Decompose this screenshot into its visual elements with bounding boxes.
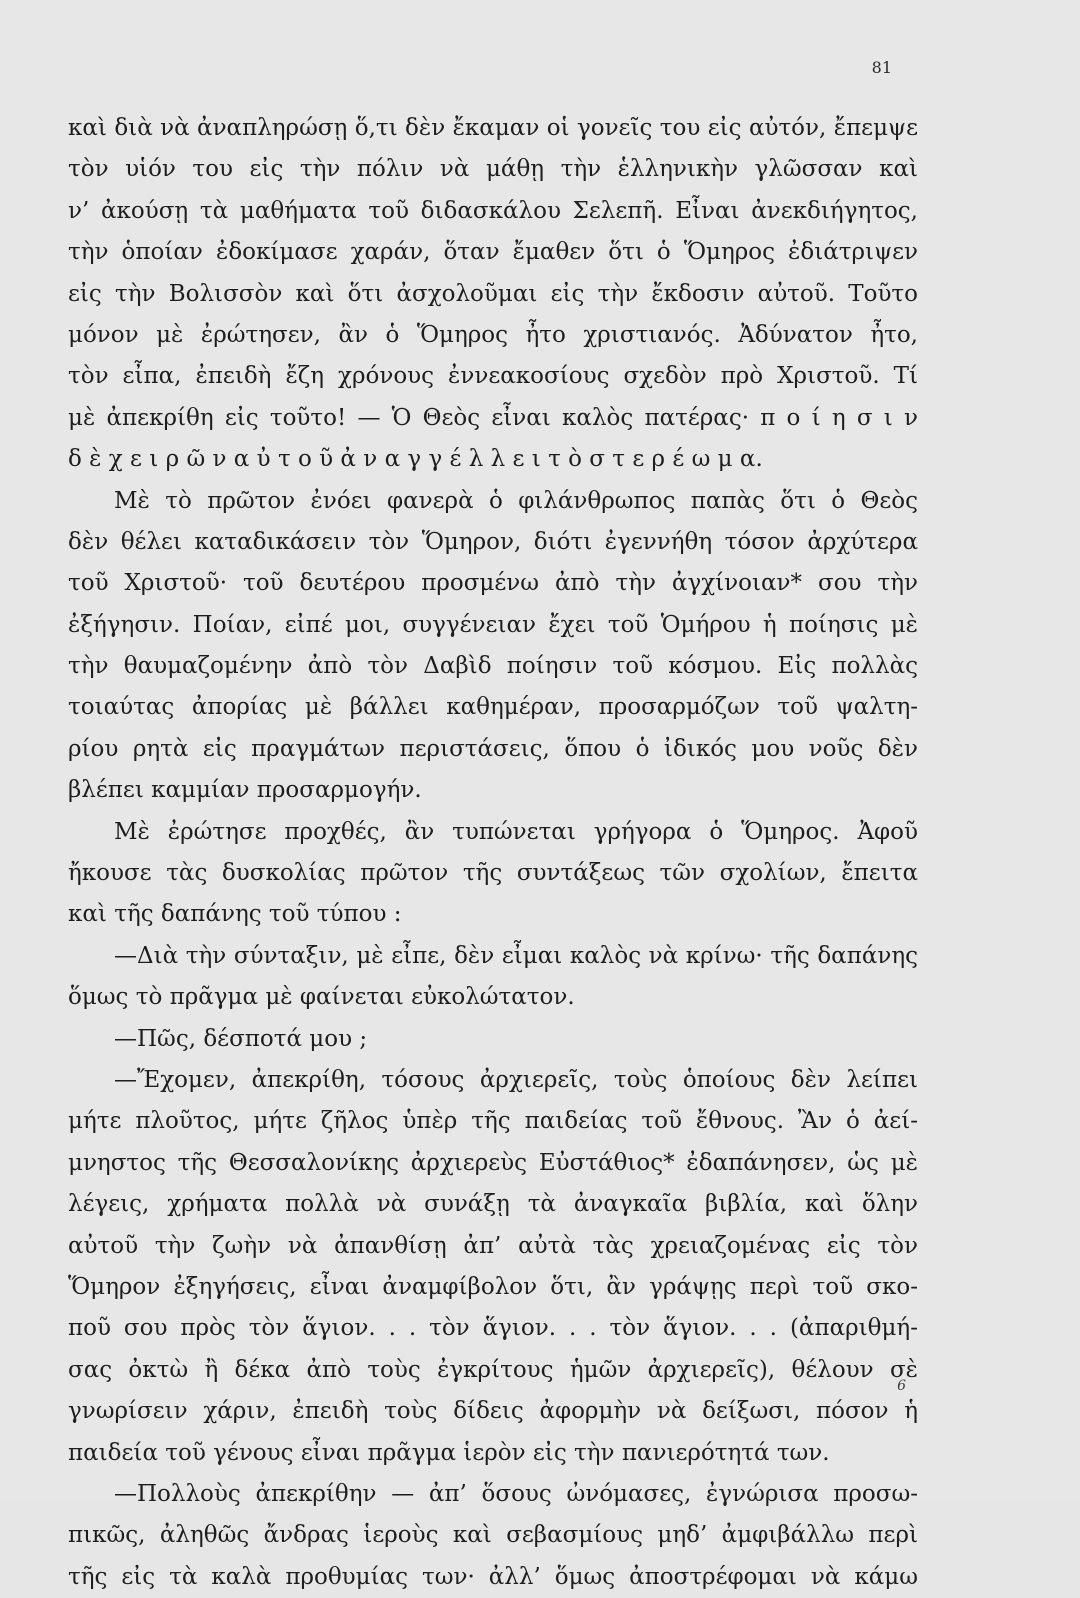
printer-signature-mark: 6 xyxy=(897,1378,906,1394)
text-line: δὲν θέλει καταδικάσειν τὸν Ὅμηρον, διότι ἐγεννήθη τόσον ἀρχύτερα xyxy=(68,528,918,555)
text-line: τὴν ὁποίαν ἐδοκίμασε χαράν, ὅταν ἔμαθεν ὅτι ὁ Ὅμηρος ἐδιάτριψεν xyxy=(68,239,918,266)
paragraph-start: Μὲ τὸ πρῶτον ἐνόει φανερὰ ὁ φιλάνθρωπος παπὰς ὅτι ὁ Θεὸς xyxy=(114,487,918,514)
text-line: Ὅμηρον ἐξηγήσεις, εἶναι ἀναμφίβολον ὅτι, ἂν γράψῃς περὶ τοῦ σκο- xyxy=(68,1273,918,1300)
text-line: λέγεις, χρήματα πολλὰ νὰ συνάξῃ τὰ ἀναγκαῖα βιβλία, καὶ ὅλην xyxy=(68,1191,918,1218)
paragraph-end: βλέπει καμμίαν προσαρμογήν. xyxy=(68,777,422,804)
text-line: τοιαύτας ἀπορίας μὲ βάλλει καθημέραν, προσαρμόζων τοῦ ψαλτη- xyxy=(68,694,918,721)
text-line: τοῦ Χριστοῦ· τοῦ δευτέρου προσμένω ἀπὸ τὴν ἀγχίνοιαν* σου τὴν xyxy=(68,570,918,597)
text-line: τὸν υἱόν του εἰς τὴν πόλιν νὰ μάθῃ τὴν ἑλληνικὴν γλῶσσαν καὶ xyxy=(68,156,918,183)
paragraph-end: καὶ τῆς δαπάνης τοῦ τύπου : xyxy=(68,901,402,928)
dialogue-line: —Πῶς, δέσποτά μου ; xyxy=(114,1025,368,1052)
paragraph-end: παιδεία τοῦ γένους εἶναι πρᾶγμα ἱερὸν εἰς τὴν πανιερότητά των. xyxy=(68,1439,830,1466)
text-line-spaced: δ ὲ χ ε ι ρ ῶ ν α ὐ τ ο ῦ ἀ ν α γ γ έ λ λ ε ι τ ὸ σ τ ε ρ έ ω μ α. xyxy=(68,446,763,473)
text-line: πικῶς, ἀληθῶς ἄνδρας ἱεροὺς καὶ σεβασμίους μηδ’ ἀμφιβάλλω περὶ xyxy=(68,1522,918,1549)
text-line: τὴν θαυμαζομένην ἀπὸ τὸν Δαβὶδ ποίησιν τοῦ κόσμου. Εἰς πολλὰς xyxy=(68,653,918,680)
text-line: γνωρίσειν χάριν, ἐπειδὴ τοὺς δίδεις ἀφορμὴν νὰ δείξωσι, πόσον ἡ xyxy=(68,1398,918,1425)
text-line: αὐτοῦ τὴν ζωὴν νὰ ἀπανθίσῃ ἀπ’ αὐτὰ τὰς χρειαζομένας εἰς τὸν xyxy=(68,1232,918,1259)
text-line: καὶ διὰ νὰ ἀναπληρώσῃ ὅ,τι δὲν ἔκαμαν οἱ γονεῖς του εἰς αὐτόν, ἔπεμψε xyxy=(68,115,918,141)
text-line: μνηστος τῆς Θεσσαλονίκης ἀρχιερεὺς Εὐστάθιος* ἐδαπάνησεν, ὡς μὲ xyxy=(68,1149,918,1176)
text-line: ρίου ρητὰ εἰς πραγμάτων περιστάσεις, ὅπου ὁ ἰδικός μου νοῦς δὲν xyxy=(68,735,918,762)
text-line: τὸν εἶπα, ἐπειδὴ ἔζη χρόνους ἐννεακοσίους σχεδὸν πρὸ Χριστοῦ. Τί xyxy=(68,363,918,390)
text-line: εἰς τὴν Βολισσὸν καὶ ὅτι ἀσχολοῦμαι εἰς τὴν ἔκδοσιν αὐτοῦ. Τοῦτο xyxy=(68,280,918,307)
text-line: σας ὀκτὼ ἢ δέκα ἀπὸ τοὺς ἐγκρίτους ἡμῶν ἀρχιερεῖς), θέλουν σὲ xyxy=(68,1356,918,1383)
dialogue-line: —Διὰ τὴν σύνταξιν, μὲ εἶπε, δὲν εἶμαι καλὸς νὰ κρίνω· τῆς δαπάνης xyxy=(114,942,918,969)
text-line: ν’ ἀκούσῃ τὰ μαθήματα τοῦ διδασκάλου Σελεπῆ. Εἶναι ἀνεκδιήγητος, xyxy=(68,197,918,224)
paragraph-start: Μὲ ἐρώτησε προχθές, ἂν τυπώνεται γρήγορα ὁ Ὅμηρος. Ἀφοῦ xyxy=(114,818,918,845)
text-line: ποῦ σου πρὸς τὸν ἅγιον. . . τὸν ἅγιον. . . τὸν ἅγιον. . . (ἀπαριθμή- xyxy=(68,1315,918,1342)
text-line: μὲ ἀπεκρίθη εἰς τοῦτο! — Ὁ Θεὸς εἶναι καλὸς πατέρας· π ο ί η σ ι ν xyxy=(68,404,918,431)
text-line: μήτε πλοῦτος, μήτε ζῆλος ὑπὲρ τῆς παιδείας τοῦ ἔθνους. Ἂν ὁ ἀεί- xyxy=(68,1108,918,1135)
paragraph-end: ὅμως τὸ πρᾶγμα μὲ φαίνεται εὐκολώτατον. xyxy=(68,984,575,1011)
dialogue-line: —Πολλοὺς ἀπεκρίθην — ἀπ’ ὅσους ὠνόμασες, ἐγνώρισα προσω- xyxy=(114,1480,918,1507)
text-line: ἤκουσε τὰς δυσκολίας πρῶτον τῆς συντάξεως τῶν σχολίων, ἔπειτα xyxy=(68,860,918,887)
text-line: μόνον μὲ ἐρώτησεν, ἂν ὁ Ὅμηρος ἦτο χριστιανός. Ἀδύνατον ἦτο, xyxy=(68,321,918,348)
dialogue-line: —Ἔχομεν, ἀπεκρίθη, τόσους ἀρχιερεῖς, τοὺς ὁποίους δὲν λείπει xyxy=(114,1066,918,1093)
page-number: 81 xyxy=(871,58,892,77)
text-line: ἐξήγησιν. Ποίαν, εἰπέ μοι, συγγένειαν ἔχει τοῦ Ὁμήρου ἡ ποίησις μὲ xyxy=(68,611,918,638)
body-text xyxy=(68,108,918,1598)
text-line: τῆς εἰς τὰ καλὰ προθυμίας των· ἀλλ’ ὅμως ἀποστρέφομαι νὰ κάμω xyxy=(68,1563,918,1590)
